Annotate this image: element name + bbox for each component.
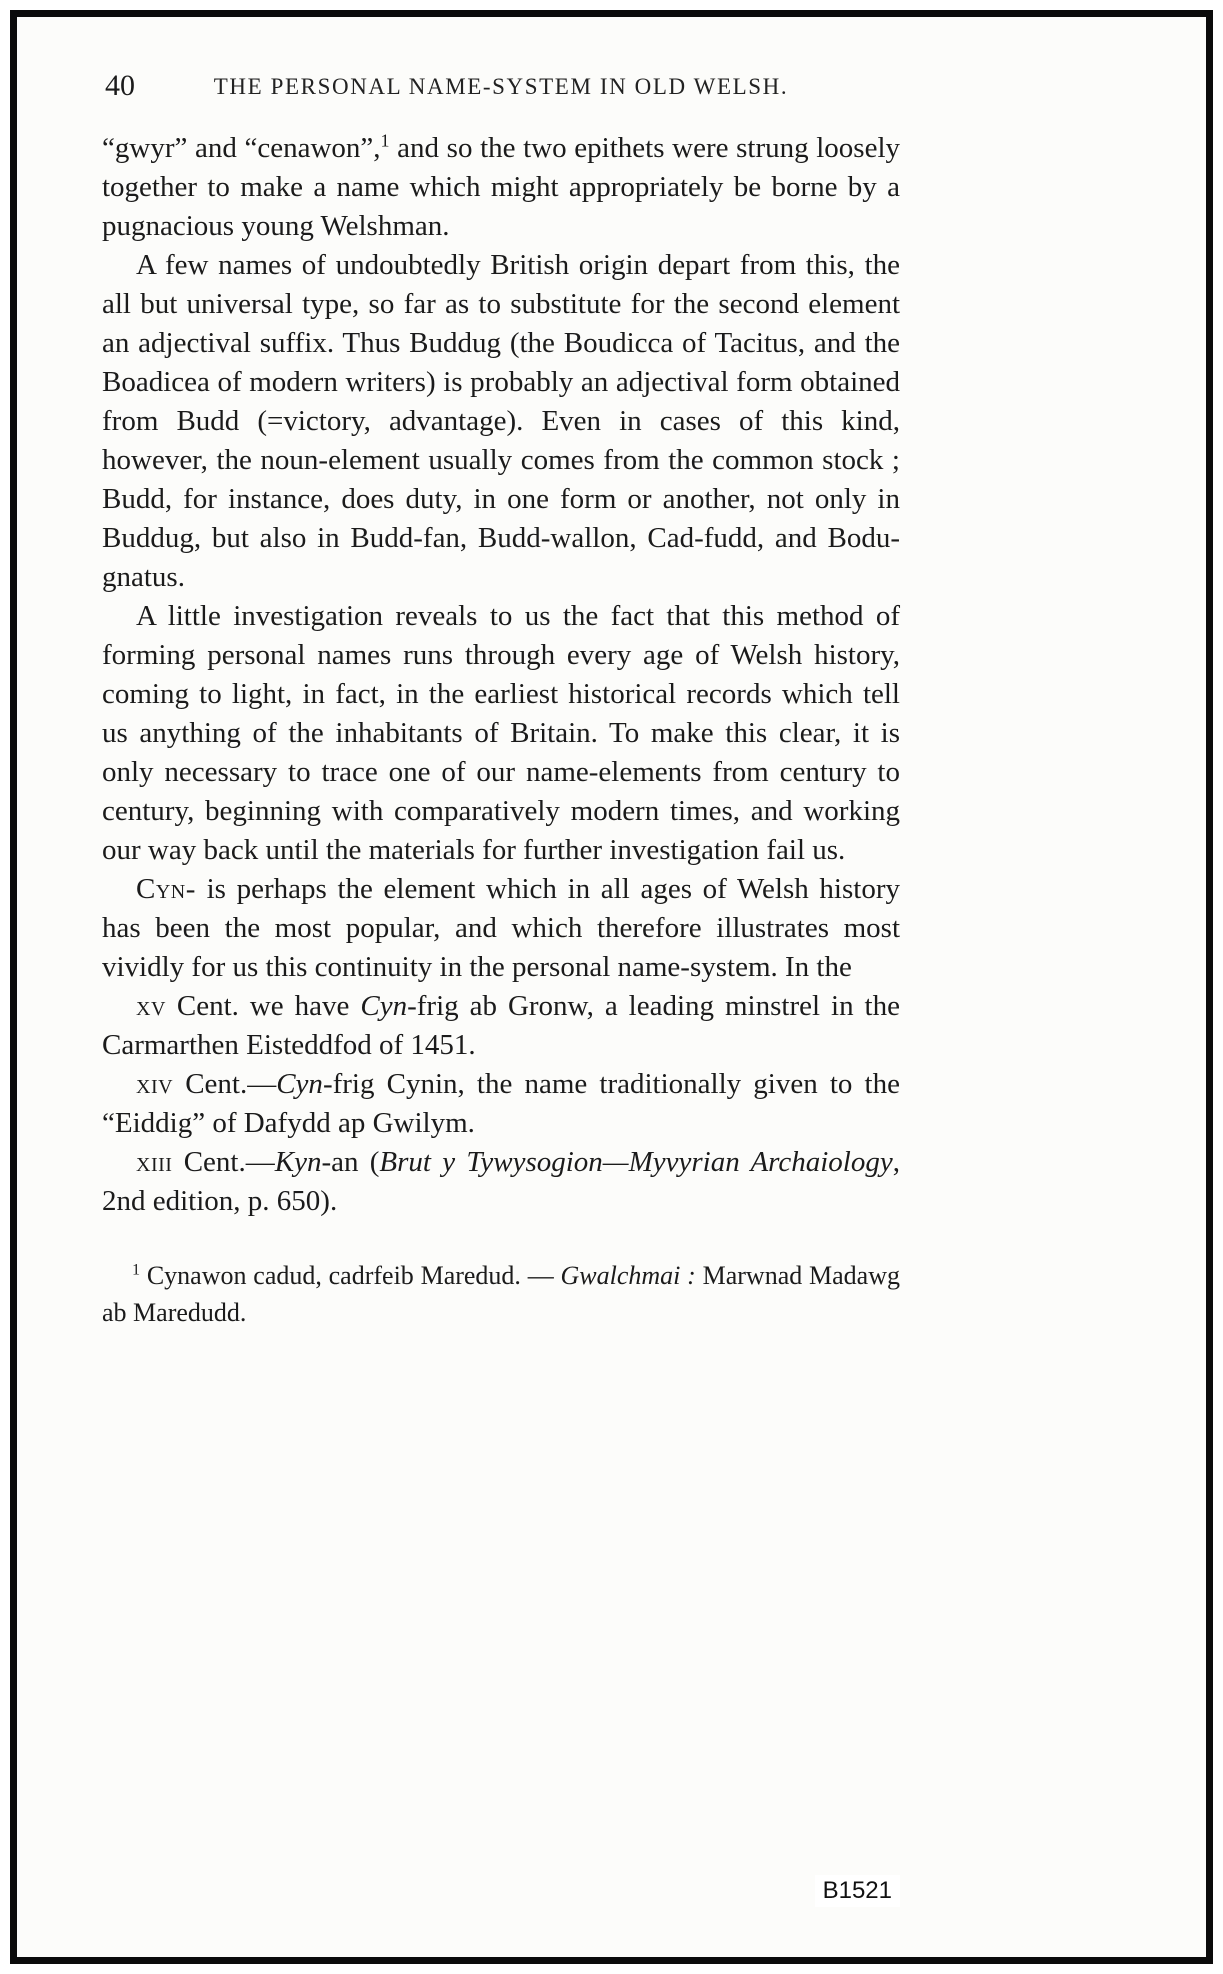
text-run: Cyn — [360, 990, 408, 1022]
text-run: Kyn — [274, 1146, 322, 1178]
paragraph — [102, 1065, 900, 1143]
text-run: Cent.— — [172, 1146, 275, 1178]
text-run: Marwnad Madawg ab Maredudd. — [102, 1261, 900, 1327]
footnote-marker: 1 — [132, 1261, 141, 1279]
paragraph — [102, 129, 900, 246]
page-number: 40 — [105, 69, 135, 102]
text-run: -an ( — [321, 1146, 380, 1178]
text-run: xv — [136, 990, 166, 1022]
text-run: Cent. we have — [165, 990, 361, 1022]
text-run: and so the two epithets were strung loosely together to make a name which might appropriately be borne by a pugnacious young Welshman. — [102, 132, 901, 242]
text-run: xiv — [136, 1068, 174, 1100]
scan-border — [10, 10, 1213, 1964]
paragraph — [102, 1143, 900, 1221]
text-run: -frig Cynin, the name traditionally given to the “Eiddig” of Dafydd ap Gwilym. — [102, 1068, 900, 1139]
footnote-marker: 1 — [380, 130, 390, 151]
running-title: THE PERSONAL NAME-SYSTEM IN OLD WELSH. — [213, 74, 789, 99]
paragraph — [102, 597, 900, 870]
text-run: A little investigation reveals to us the fact that this method of forming personal names runs through every age of Welsh history, coming to light, in fact, in the earliest historical records which tell us anything of the inhabitants of Britain. To make this clear, it is only necessary to trace one of our name-elements from century to century, beginning with comparatively modern times, and working our way back until the materials for further investigation fail us. — [102, 600, 900, 866]
text-run: Gwalchmai : — [560, 1261, 696, 1290]
text-column — [102, 67, 900, 1331]
text-run: -frig ab Gronw, a leading minstrel in the Carmarthen Eisteddfod of 1451. — [102, 990, 900, 1061]
text-run: is perhaps the element which in all ages of Welsh history has been the most popular, and which therefore illustrates most vividly for us this continuity in the personal name-system. In the — [102, 873, 900, 983]
footnote — [102, 1257, 900, 1331]
text-run: xiii — [136, 1146, 173, 1178]
paragraph — [102, 870, 900, 987]
text-run: A few names of undoubtedly British origin depart from this, the all but universal type, so far as to substitute for the second element an adjectival suffix. Thus Buddug (the Boudicca of Tacitus, and the Boadicea of modern writers) is probably an adjectival form obtained from Budd (=victory, advantage). Even in cases of this kind, however, the noun-element usually comes from the common stock ; Budd, for instance, does duty, in one form or another, not only in Buddug, but also in Budd-fan, Budd-wallon, Cad-fudd, and Bodu-gnatus. — [102, 249, 900, 593]
catalog-label: B1521 — [815, 1875, 900, 1907]
text-run: Brut y Tywysogion—Myvyrian Archaiology — [379, 1146, 893, 1178]
page-body — [102, 129, 900, 1221]
paragraph — [102, 246, 900, 597]
text-run: Cyn- — [136, 873, 196, 905]
text-run: Cynawon cadud, cadrfeib Maredud. — — [140, 1261, 561, 1290]
text-run: Cyn — [276, 1068, 323, 1100]
text-run: “gwyr” and “cenawon”, — [102, 132, 381, 164]
paragraph — [102, 987, 900, 1065]
text-run: , 2nd edition, p. 650). — [102, 1146, 900, 1217]
text-run: Cent.— — [173, 1068, 277, 1100]
page-header — [102, 67, 900, 113]
